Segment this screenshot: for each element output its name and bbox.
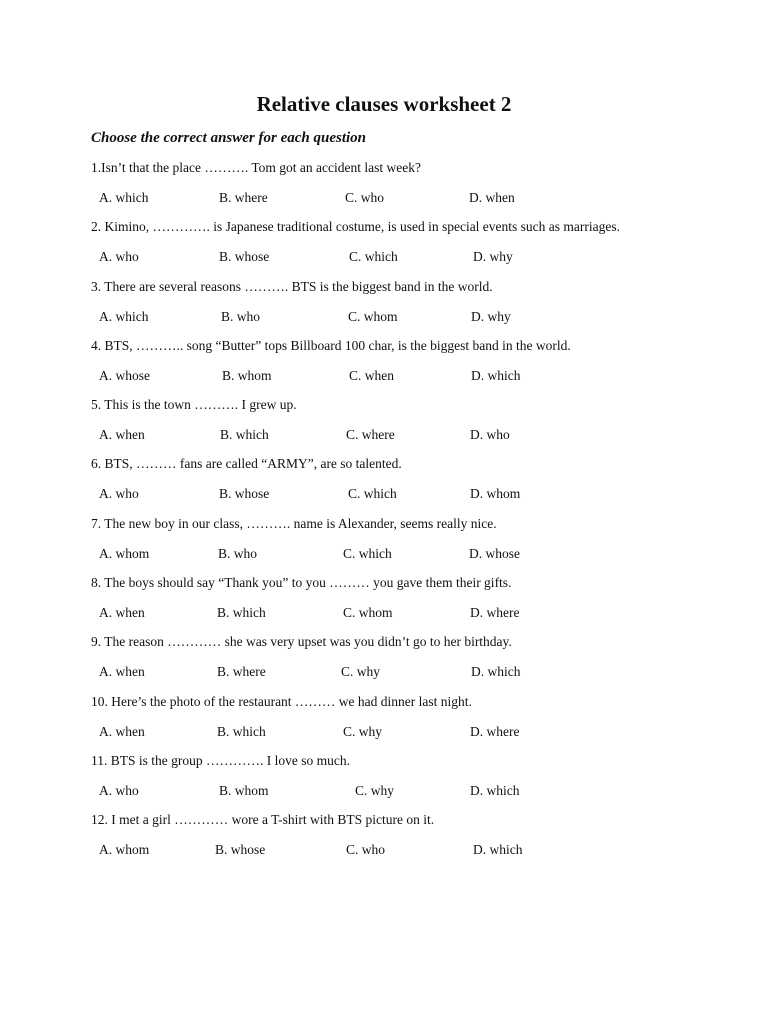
- answer-option-c: C. whom: [343, 605, 393, 621]
- answer-option-a: A. who: [99, 782, 139, 798]
- question-item: [0, 753, 768, 812]
- question-item: [0, 338, 768, 397]
- answer-option-b: B. whom: [222, 367, 272, 383]
- question-item: [0, 397, 768, 456]
- answer-option-c: C. who: [346, 842, 386, 858]
- answer-option-b: B. whose: [219, 249, 270, 265]
- answer-option-b: B. whose: [215, 842, 266, 858]
- answer-option-a: A. who: [99, 486, 139, 502]
- answer-option-d: D. why: [473, 249, 513, 265]
- instructions: Choose the correct answer for each question: [91, 130, 367, 146]
- answer-option-d: D. which: [473, 842, 523, 858]
- answer-option-b: B. who: [221, 308, 261, 324]
- answer-option-c: C. why: [341, 664, 381, 680]
- answer-option-c: C. why: [343, 723, 383, 739]
- answer-option-c: C. who: [345, 190, 385, 205]
- answer-option-d: D. whose: [469, 545, 520, 561]
- question-item: [0, 219, 768, 278]
- question-item: [0, 575, 768, 634]
- answer-option-a: A. whose: [99, 367, 150, 383]
- question-item: [0, 812, 768, 871]
- answer-option-c: C. where: [346, 427, 395, 443]
- answer-option-b: B. where: [217, 664, 266, 680]
- question-item: [0, 456, 768, 515]
- question-text: 9. The reason ………… she was very upset was you didn’t go to her birthday.: [91, 634, 512, 650]
- answer-option-b: B. which: [220, 427, 269, 443]
- question-text: 8. The boys should say “Thank you” to you ……… you gave them their gifts.: [91, 575, 512, 591]
- question-text: 5. This is the town ………. I grew up.: [91, 397, 297, 413]
- question-text: 3. There are several reasons ………. BTS is the biggest band in the world.: [91, 278, 493, 294]
- answer-option-c: C. why: [355, 782, 395, 798]
- answer-option-a: A. when: [99, 605, 145, 621]
- answer-option-d: D. whom: [470, 486, 521, 502]
- answer-option-c: C. which: [349, 249, 398, 265]
- question-text: 4. BTS, ……….. song “Butter” tops Billboard 100 char, is the biggest band in the world.: [91, 337, 571, 353]
- question-list: [0, 160, 768, 872]
- question-item: [0, 279, 768, 338]
- answer-option-d: D. when: [469, 190, 515, 205]
- answer-option-a: A. which: [99, 190, 149, 205]
- answer-option-d: D. where: [470, 605, 520, 621]
- answer-option-b: B. who: [218, 545, 258, 561]
- question-text: 1.Isn’t that the place ………. Tom got an accident last week?: [91, 160, 421, 175]
- question-text: 10. Here’s the photo of the restaurant ……… we had dinner last night.: [91, 693, 472, 709]
- question-item: [0, 516, 768, 575]
- question-item: [0, 694, 768, 753]
- question-text: 7. The new boy in our class, ………. name is Alexander, seems really nice.: [91, 515, 497, 531]
- question-text: 11. BTS is the group …………. I love so much.: [91, 752, 350, 768]
- answer-option-d: D. which: [471, 664, 521, 680]
- answer-option-c: C. when: [349, 367, 394, 383]
- question-item: [0, 634, 768, 693]
- answer-option-d: D. where: [470, 723, 520, 739]
- answer-option-b: B. which: [217, 723, 266, 739]
- question-text: 2. Kimino, …………. is Japanese traditional costume, is used in special events such as marriages.: [91, 219, 621, 235]
- answer-option-d: D. who: [470, 427, 510, 443]
- question-text: 6. BTS, ……… fans are called “ARMY”, are so talented.: [91, 456, 402, 472]
- page-title: Relative clauses worksheet 2: [256, 92, 512, 116]
- answer-option-c: C. which: [348, 486, 397, 502]
- answer-option-a: A. whom: [99, 842, 150, 858]
- answer-option-b: B. where: [219, 190, 268, 205]
- answer-option-a: A. whom: [99, 545, 150, 561]
- answer-option-a: A. when: [99, 723, 145, 739]
- answer-option-d: D. which: [471, 367, 521, 383]
- question-item: [0, 160, 768, 219]
- answer-option-a: A. who: [99, 249, 139, 265]
- answer-option-d: D. which: [470, 782, 520, 798]
- answer-option-c: C. which: [343, 545, 392, 561]
- answer-option-b: B. whose: [219, 486, 270, 502]
- answer-option-c: C. whom: [348, 308, 398, 324]
- answer-option-b: B. whom: [219, 782, 269, 798]
- answer-option-b: B. which: [217, 605, 266, 621]
- question-text: 12. I met a girl ………… wore a T-shirt with BTS picture on it.: [91, 812, 435, 828]
- answer-option-a: A. when: [99, 427, 145, 443]
- answer-option-a: A. which: [99, 308, 149, 324]
- answer-option-a: A. when: [99, 664, 145, 680]
- answer-option-d: D. why: [471, 308, 511, 324]
